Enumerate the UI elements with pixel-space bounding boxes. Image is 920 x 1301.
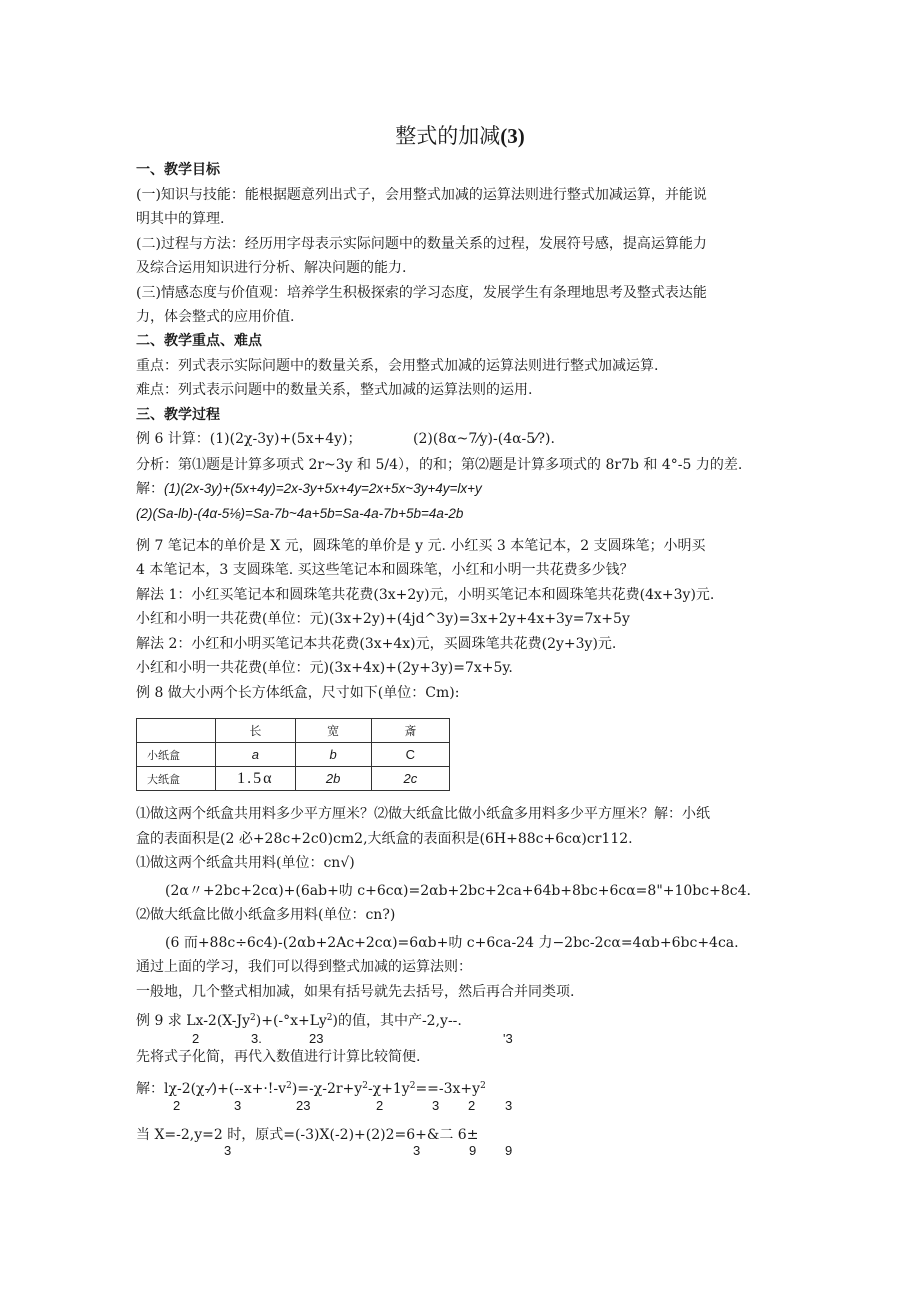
superscript: 2 xyxy=(250,1013,256,1023)
paragraph: 重点：列式表示实际问题中的数量关系，会用整式加减的运算法则进行整式加减运算. xyxy=(136,358,659,374)
table-header-cell xyxy=(137,719,216,743)
table-row xyxy=(137,767,450,791)
table-cell: 2b xyxy=(295,767,371,791)
rule-statement: 一般地，几个整式相加减，如果有括号就先去括号，然后再合并同类项. xyxy=(136,984,575,1000)
paragraph: 力，体会整式的应用价值. xyxy=(136,309,295,325)
method-1: 小红和小明一共花费(单位：元)(3x+2y)+(4jd^3y)=3x+2y+4x+3y=7x+5y xyxy=(136,611,630,627)
solution-label: 解： xyxy=(136,481,164,497)
example-8-question: ⑴做这两个纸盒共用料多少平方厘米？⑵做大纸盒比做小纸盒多用料多少平方厘米？解：小纸 xyxy=(136,806,710,822)
method-2: 小红和小明一共花费(单位：元)(3x+4x)+(2y+3y)=7x+5y. xyxy=(136,660,513,676)
example-9-final: 当 X=-2,y=2 时，原式=(-3)X(-2)+(2)2=6+&二 6± xyxy=(136,1127,479,1143)
table-cell: C xyxy=(371,743,449,767)
fraction-denominator: 2 xyxy=(376,1098,384,1113)
table-header-cell: 长 xyxy=(216,719,295,743)
section-heading-goals: 一、教学目标 xyxy=(136,162,220,178)
formula-part: -χ+1y xyxy=(367,1081,410,1097)
example-6-part2: (2)(8α~7⁄y)-(4α-5⁄?). xyxy=(413,431,555,447)
formula-part: ==-3x+y xyxy=(415,1081,481,1097)
fraction-denominator: 2 xyxy=(192,1031,200,1046)
table-header-row xyxy=(137,719,450,743)
paragraph: (三)情感态度与价值观：培养学生积极探索的学习态度，发展学生有条理地思考及整式表达能 xyxy=(136,285,707,301)
title-text: 整式的加减 xyxy=(395,124,501,148)
fraction-denominator: 9 xyxy=(469,1143,477,1158)
formula-part: )+(-°x+Ly xyxy=(255,1013,327,1029)
superscript: 2 xyxy=(326,1013,333,1023)
fraction-denominator: 2 xyxy=(468,1098,476,1113)
table-cell: 大纸盒 xyxy=(137,767,216,791)
fraction-denominator: 23 xyxy=(296,1098,311,1113)
fraction-denominator: '3 xyxy=(503,1031,513,1046)
formula-part: )的值，其中产-2,y--. xyxy=(332,1013,462,1029)
fraction-denominator: 3 xyxy=(505,1098,513,1113)
fraction-denominator: 3 xyxy=(413,1143,421,1158)
fraction-denominator: 3. xyxy=(251,1031,262,1046)
fraction-denominator: 3 xyxy=(432,1098,440,1113)
paragraph: 及综合运用知识进行分析、解决问题的能力. xyxy=(136,260,407,276)
method-2: 解法 2：小红和小明买笔记本共花费(3x+4x)元，买圆珠笔共花费(2y+3y)元. xyxy=(136,636,617,652)
dimension-table xyxy=(136,718,450,791)
table-cell: 2c xyxy=(371,767,449,791)
example-8-question: ⑵做大纸盒比做小纸盒多用料(单位：cn?) xyxy=(136,907,396,923)
example-8-question: ⑴做这两个纸盒共用料(单位：cn√) xyxy=(136,855,355,871)
example-9-solution xyxy=(136,1080,486,1098)
table-header-cell: 斎 xyxy=(371,719,449,743)
table-cell: b xyxy=(295,743,371,767)
solution-line: (2)(Sa-lb)-(4α-5⅛)=Sa-7b~4a+5b=Sa-4a-7b+5b=4a-2b xyxy=(136,506,464,521)
paragraph: (一)知识与技能：能根据题意列出式子，会用整式加减的运算法则进行整式加减运算，并能说 xyxy=(136,187,707,203)
example-8-question: 盒的表面积是(2 必+28c+2c0)cm2,大纸盒的表面积是(6H+88c+6cα)cr112. xyxy=(136,831,633,847)
example-9-hint: 先将式子化简，再代入数值进行计算比较简便. xyxy=(136,1049,421,1065)
method-1: 解法 1：小红买笔记本和圆珠笔共花费(3x+2y)元，小明买笔记本和圆珠笔共花费(4x+3y)元. xyxy=(136,587,715,603)
table-header-cell: 宽 xyxy=(295,719,371,743)
section-heading-keypoints: 二、教学重点、难点 xyxy=(136,333,262,349)
paragraph: 难点：列式表示问题中的数量关系，整式加减的运算法则的运用. xyxy=(136,382,533,398)
solution-line xyxy=(136,480,482,498)
superscript: 2 xyxy=(409,1081,416,1091)
page-title xyxy=(0,122,920,150)
paragraph: (二)过程与方法：经历用字母表示实际问题中的数量关系的过程，发展符号感，提高运算能力 xyxy=(136,236,707,252)
example-7: 4 本笔记本，3 支圆珠笔. 买这些笔记本和圆珠笔，小红和小明一共花费多少钱？ xyxy=(136,562,634,578)
superscript: 2 xyxy=(480,1081,486,1091)
fraction-denominator: 3 xyxy=(234,1098,242,1113)
formula-part: )=-χ-2r+y xyxy=(291,1081,363,1097)
fraction-denominator: 9 xyxy=(505,1143,513,1158)
table-cell: 小纸盒 xyxy=(137,743,216,767)
title-number: (3) xyxy=(500,124,525,148)
example-8: 例 8 做大小两个长方体纸盒，尺寸如下(单位：Cm): xyxy=(136,685,460,701)
example-9 xyxy=(136,1012,462,1030)
superscript: 2 xyxy=(286,1081,292,1091)
example-8-formula: (6 而+88c÷6c4)-(2αb+2Ac+2cα)=6αb+叻 c+6ca-24 力−2bc-2cα=4αb+6bc+4ca. xyxy=(165,935,739,951)
table-cell: 1.5α xyxy=(216,767,295,791)
section-heading-process: 三、教学过程 xyxy=(136,407,220,423)
table-cell: a xyxy=(216,743,295,767)
solution-expression: (1)(2x-3y)+(5x+4y)=2x-3y+5x+4y=2x+5x~3y+4y=lx+y xyxy=(164,481,482,496)
fraction-denominator: 23 xyxy=(309,1031,324,1046)
fraction-denominator: 3 xyxy=(224,1143,232,1158)
example-6-part1: 例 6 计算：(1)(2χ-3y)+(5x+4y)； xyxy=(136,431,362,447)
table-row xyxy=(137,743,450,767)
paragraph: 明其中的算理. xyxy=(136,211,225,227)
formula-part: 例 9 求 Lx-2(X-Jy xyxy=(136,1013,251,1029)
superscript: 2 xyxy=(362,1081,368,1091)
example-7: 例 7 笔记本的单价是 X 元，圆珠笔的单价是 y 元. 小红买 3 本笔记本，2 支圆珠笔；小明买 xyxy=(136,538,706,554)
rule-intro: 通过上面的学习，我们可以得到整式加减的运算法则： xyxy=(136,959,472,975)
formula-part: 解：lχ-2(χ-⁄)+(--x+·!-v xyxy=(136,1081,287,1097)
example-6-analysis: 分析：第⑴题是计算多项式 2r~3y 和 5/4），的和；第⑵题是计算多项式的 8r7b 和 4°-5 力的差. xyxy=(136,457,743,473)
fraction-denominator: 2 xyxy=(173,1098,181,1113)
example-8-formula: (2α〃+2bc+2cα)+(6ab+叻 c+6cα)=2αb+2bc+2ca+64b+8bc+6cα=8"+10bc+8c4. xyxy=(165,883,751,899)
